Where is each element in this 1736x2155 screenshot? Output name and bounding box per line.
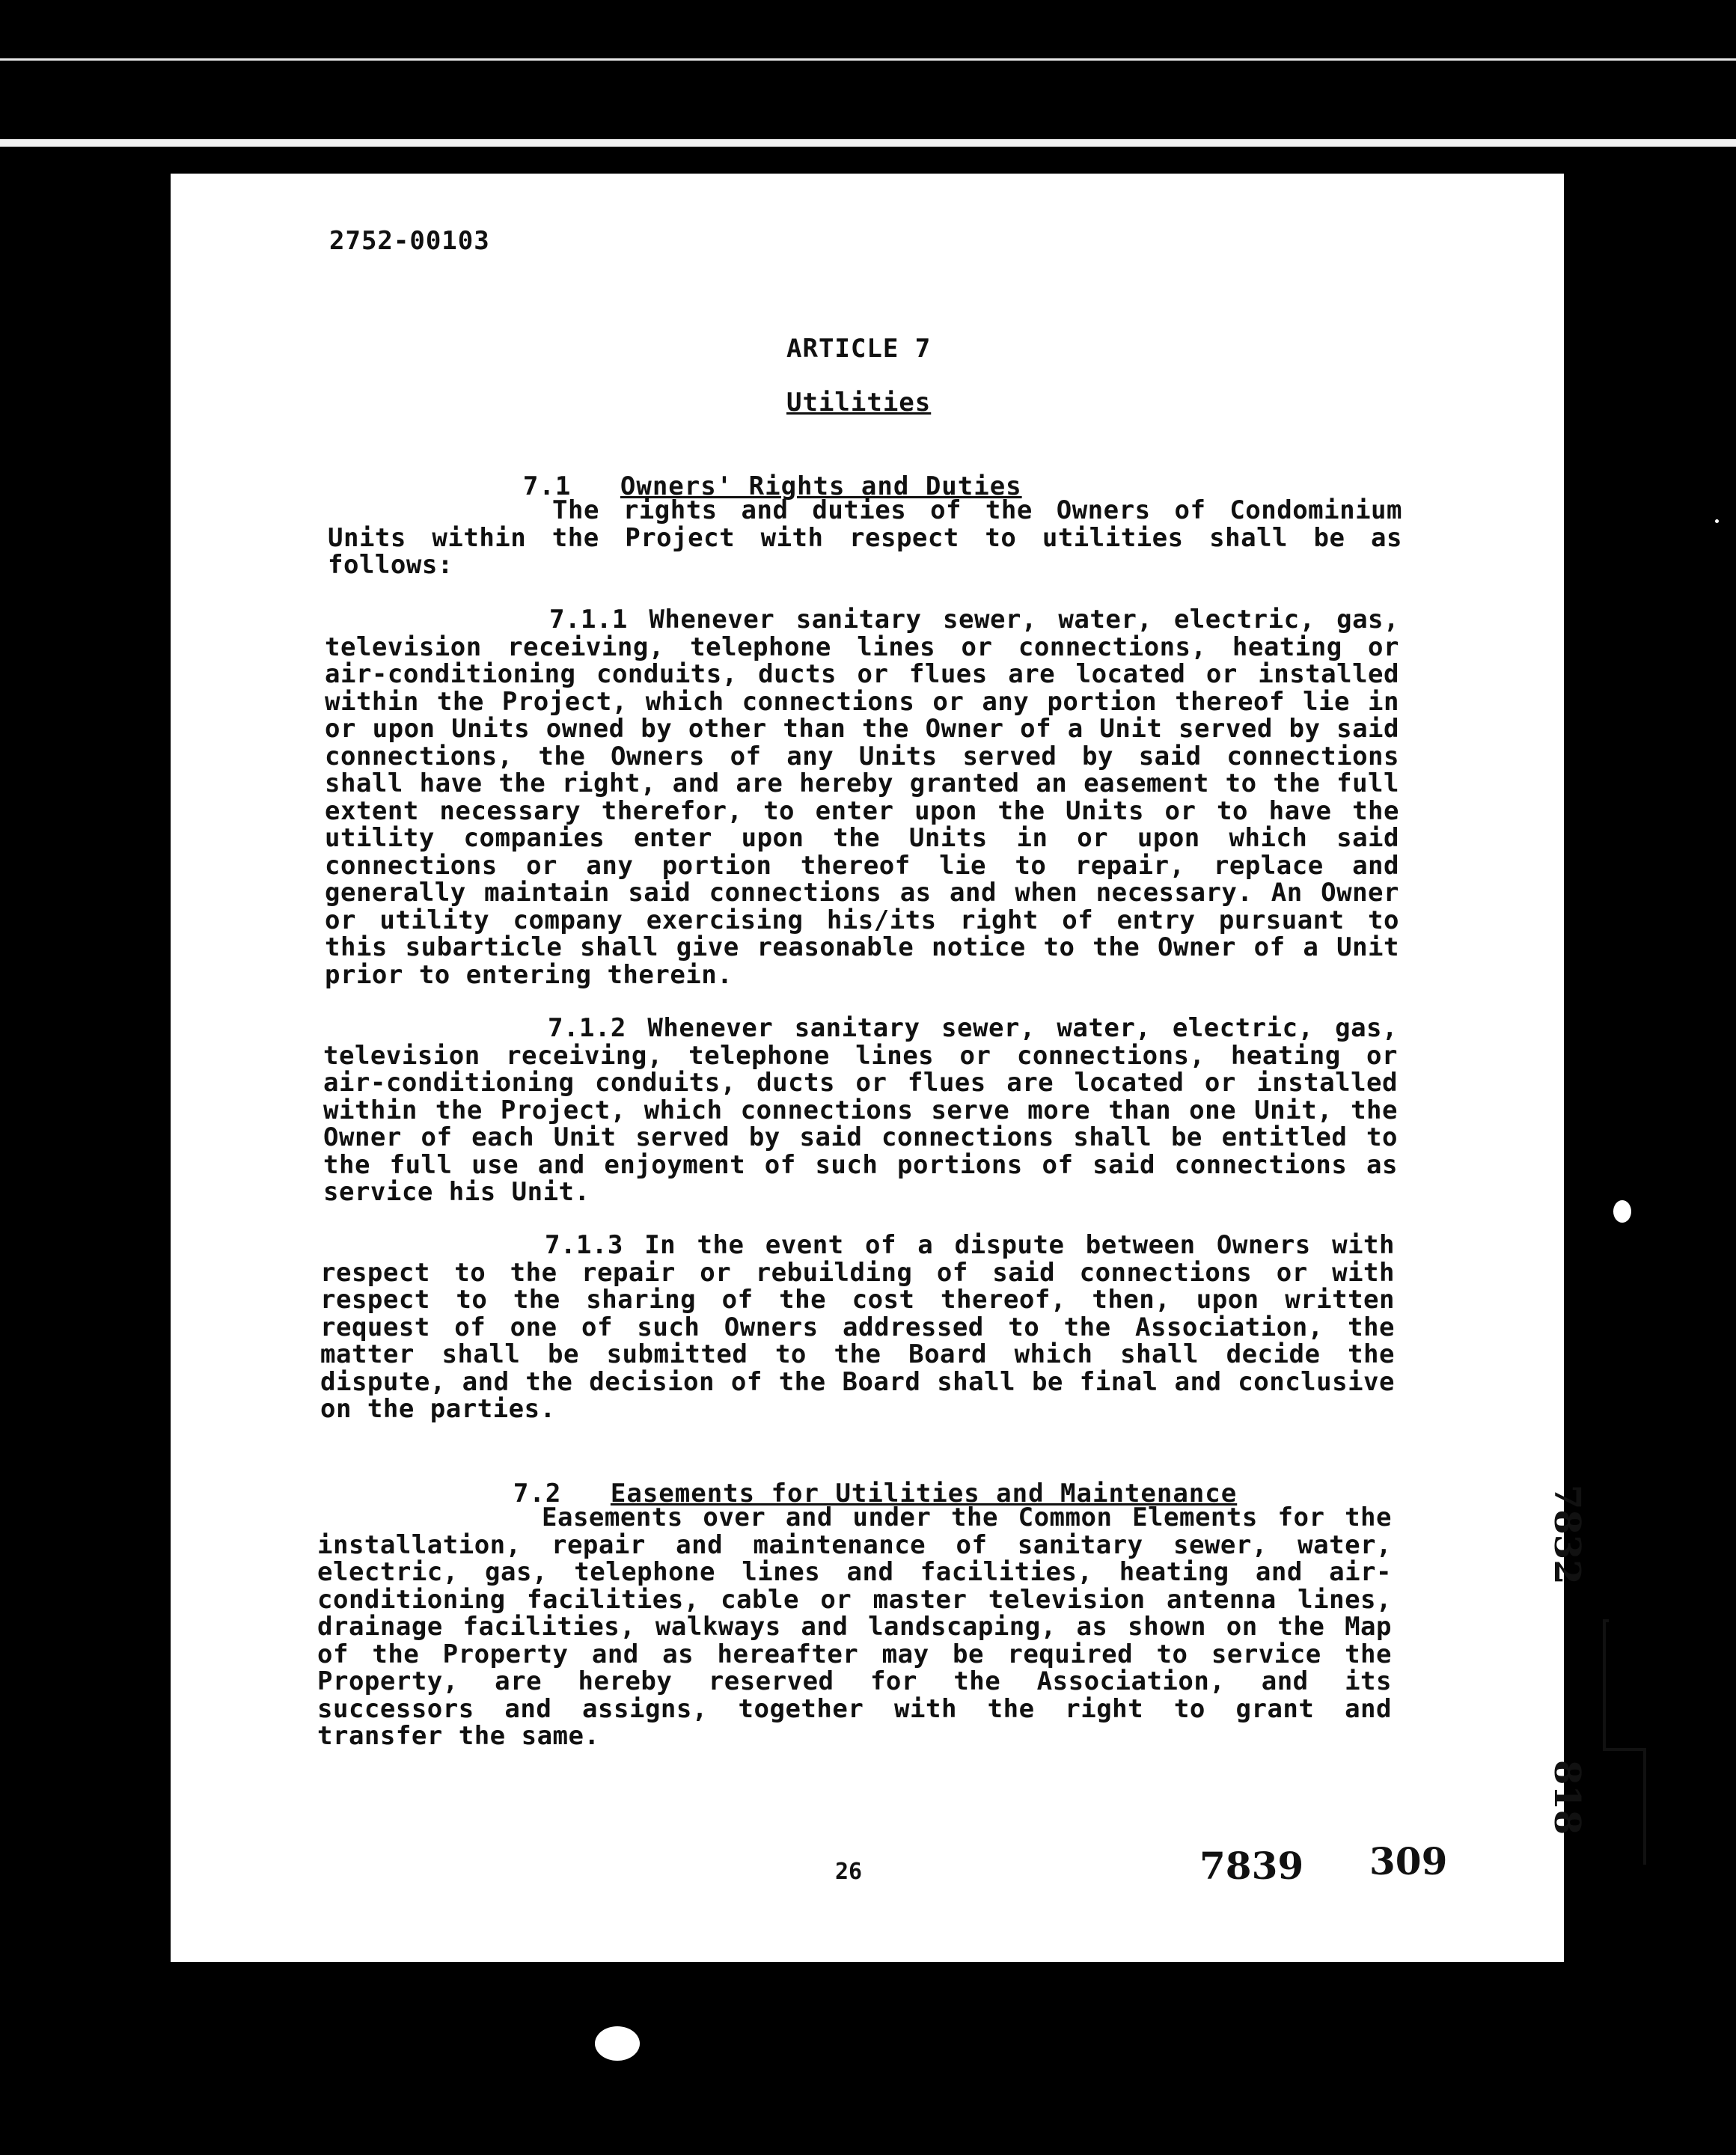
paragraph-7-1-1-text: 7.1.1 Whenever sanitary sewer, water, electric, gas, television receiving, telephone lines or connections, heating or air-conditioning conduits, ducts or flues are located or installed within the Project, which connections or any portion thereof lie in or upon Units owned by other than the Owner of a Unit served by said connections, the Owners of any Units served by said connections shall have the right, and are hereby granted an easement to the full extent necessary therefor, to enter upon the Units or to have the utility companies enter upon the Units in or upon which said connections or any portion thereof lie to repair, replace and generally maintain said connections as and when necessary. An Owner or utility company exercising his/its right of entry pursuant to this subarticle shall give reasonable notice to the Owner of a Unit prior to entering therein. (325, 605, 1399, 990)
scan-speck (1613, 1200, 1631, 1223)
scan-edge-band (0, 139, 1736, 147)
scan-speck (595, 2026, 640, 2061)
intro-text: The rights and duties of the Owners of Condominium Units within the Project with respect to utilities shall be as follows: (328, 495, 1402, 580)
page-number: 26 (835, 1859, 863, 1885)
side-recording-stamp (1546, 1485, 1667, 1880)
article-label: ARTICLE 7 (786, 334, 932, 364)
paragraph-7-1-3 (320, 1232, 1395, 1423)
intro-paragraph (328, 497, 1402, 579)
article-title (171, 388, 1564, 418)
side-stamp-page: 818 (1546, 1760, 1588, 1835)
paragraph-7-2-text: Easements over and under the Common Elements for the installation, repair and maintenance of sanitary sewer, water, electric, gas, telephone lines and facilities, heating and air-conditioning facilities, cable or master television antenna lines, drainage facilities, walkways and landscaping, as shown on the Map of the Property and as hereafter may be required to service the Property, are hereby reserved for the Association, and its successors and assigns, together with the right to grant and transfer the same. (317, 1503, 1392, 1751)
section-title: Easements for Utilities and Maintenance (610, 1479, 1238, 1508)
paragraph-7-1-2 (323, 1015, 1398, 1206)
section-number: 7.2 (513, 1479, 562, 1508)
paragraph-7-1-3-text: 7.1.3 In the event of a dispute between Owners with respect to the repair or rebuilding of said connections or with respect to the sharing of the cost thereof, then, upon written request of one of such Owners addressed to the Association, the matter shall be submitted to the Board which shall decide the dispute, and the decision of the Board shall be final and conclusive on the parties. (320, 1230, 1395, 1424)
paragraph-7-2 (317, 1504, 1392, 1750)
document-page (171, 174, 1588, 1962)
scan-edge-line (0, 58, 1736, 61)
article-title-text: Utilities (786, 388, 932, 418)
recording-stamp-page: 309 (1369, 1839, 1448, 1883)
scan-speck (1715, 519, 1719, 523)
side-stamp-book: 7832 (1546, 1485, 1588, 1585)
section-number: 7.1 (522, 471, 572, 501)
paragraph-7-1-2-text: 7.1.2 Whenever sanitary sewer, water, electric, gas, television receiving, telephone lines or connections, heating or air-conditioning conduits, ducts or flues are located or installed within the Project, which connections serve more than one Unit, the Owner of each Unit served by said connections shall be entitled to the full use and enjoyment of such portions of said connections as service his Unit. (323, 1013, 1398, 1207)
recording-stamp-book: 7839 (1199, 1844, 1304, 1888)
paragraph-7-1-1 (325, 606, 1399, 988)
document-id: 2752-00103 (329, 226, 490, 256)
section-title: Owners' Rights and Duties (620, 471, 1022, 501)
